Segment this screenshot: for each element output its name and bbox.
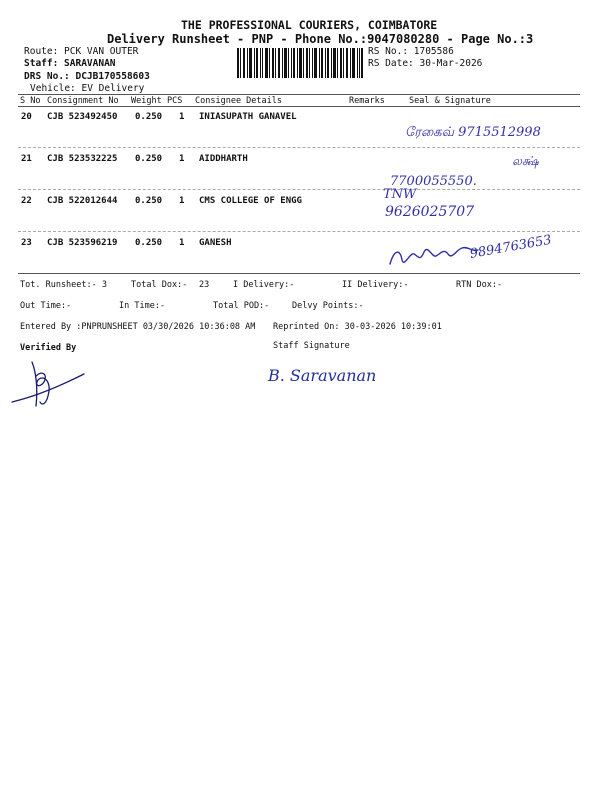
barcode <box>237 48 363 78</box>
row-22-weight: 0.250 <box>135 196 163 206</box>
total-dox-label: Total Dox:- <box>131 280 188 290</box>
row-22-consignee: CMS COLLEGE OF ENGG <box>199 196 302 206</box>
row-20-consignee: INIASUPATH GANAVEL <box>199 112 297 122</box>
row-21-weight: 0.250 <box>135 154 163 164</box>
drs-number: DRS No.: DCJB170558603 <box>24 71 150 82</box>
runsheet-title: Delivery Runsheet - PNP - Phone No.:9047080280 - Page No.:3 <box>107 32 534 46</box>
staff-signature-label: Staff Signature <box>273 341 350 351</box>
row-21-consignment: CJB 523532225 <box>47 154 118 164</box>
row-23-sno: 23 <box>21 238 32 248</box>
i-delivery: I Delivery:- <box>233 280 295 290</box>
row-divider <box>18 189 580 190</box>
route: Route: PCK VAN OUTER <box>24 46 139 57</box>
rs-number: RS No.: 1705586 <box>368 46 454 57</box>
col-weight: Weight <box>131 96 162 106</box>
row-22-consignment: CJB 522012644 <box>47 196 118 206</box>
entered-by: Entered By :PNPRUNSHEET 03/30/2026 10:36:08 AM <box>20 322 256 332</box>
verified-by-signature <box>8 352 88 412</box>
row-22-pcs: 1 <box>179 196 185 206</box>
col-sno: S No <box>20 96 41 106</box>
row-21-receiver-name: லக்ஷ் <box>512 154 539 168</box>
staff-signature-handwritten: B. Saravanan <box>268 366 377 385</box>
staff: Staff: SARAVANAN <box>24 58 116 69</box>
row-23-consignee: GANESH <box>199 238 232 248</box>
col-consignee: Consignee Details <box>195 96 282 106</box>
row-21-consignee: AIDDHARTH <box>199 154 248 164</box>
reprinted-on: Reprinted On: 30-03-2026 10:39:01 <box>273 322 442 332</box>
row-20-sno: 20 <box>21 112 32 122</box>
total-pod: Total POD:- <box>213 301 270 311</box>
vehicle: Vehicle: EV Delivery <box>30 83 145 94</box>
row-23-receiver-phone: 9894763653 <box>468 232 553 262</box>
out-time: Out Time:- <box>20 301 72 311</box>
table-bottom-rule <box>18 273 580 274</box>
tot-runsheet: Tot. Runsheet:- 3 <box>20 280 107 290</box>
delvy-points: Delvy Points:- <box>292 301 364 311</box>
row-divider <box>18 231 580 232</box>
row-20-weight: 0.250 <box>135 112 163 122</box>
total-dox-value: 23 <box>199 280 210 290</box>
row-23-weight: 0.250 <box>135 238 163 248</box>
row-23-consignment: CJB 523596219 <box>47 238 118 248</box>
row-20-receiver-signature: ரேகைவ் 9715512998 <box>405 125 541 140</box>
company-title: THE PROFESSIONAL COURIERS, COIMBATORE <box>181 18 438 32</box>
in-time: In Time:- <box>119 301 166 311</box>
row-21-pcs: 1 <box>179 154 185 164</box>
row-21-sno: 21 <box>21 154 32 164</box>
row-22-sno: 22 <box>21 196 32 206</box>
row-23-receiver-signature-mark <box>384 238 484 272</box>
col-remarks: Remarks <box>349 96 385 106</box>
rtn-dox: RTN Dox:- <box>456 280 503 290</box>
row-22-receiver-signature: TNW <box>383 187 417 202</box>
row-22-receiver-phone: 9626025707 <box>385 204 475 220</box>
table-header-rule <box>18 106 580 107</box>
col-seal: Seal & Signature <box>409 96 491 106</box>
row-21-receiver-phone: 7700055550. <box>390 174 477 189</box>
row-20-consignment: CJB 523492450 <box>47 112 118 122</box>
col-pcs: PCS <box>167 96 183 106</box>
table-top-rule <box>18 94 580 95</box>
ii-delivery: II Delivery:- <box>342 280 409 290</box>
col-consignment: Consignment No <box>47 96 119 106</box>
row-divider <box>18 147 580 148</box>
row-23-pcs: 1 <box>179 238 185 248</box>
row-20-pcs: 1 <box>179 112 185 122</box>
verified-by-label: Verified By <box>20 343 77 353</box>
rs-date: RS Date: 30-Mar-2026 <box>368 58 483 69</box>
